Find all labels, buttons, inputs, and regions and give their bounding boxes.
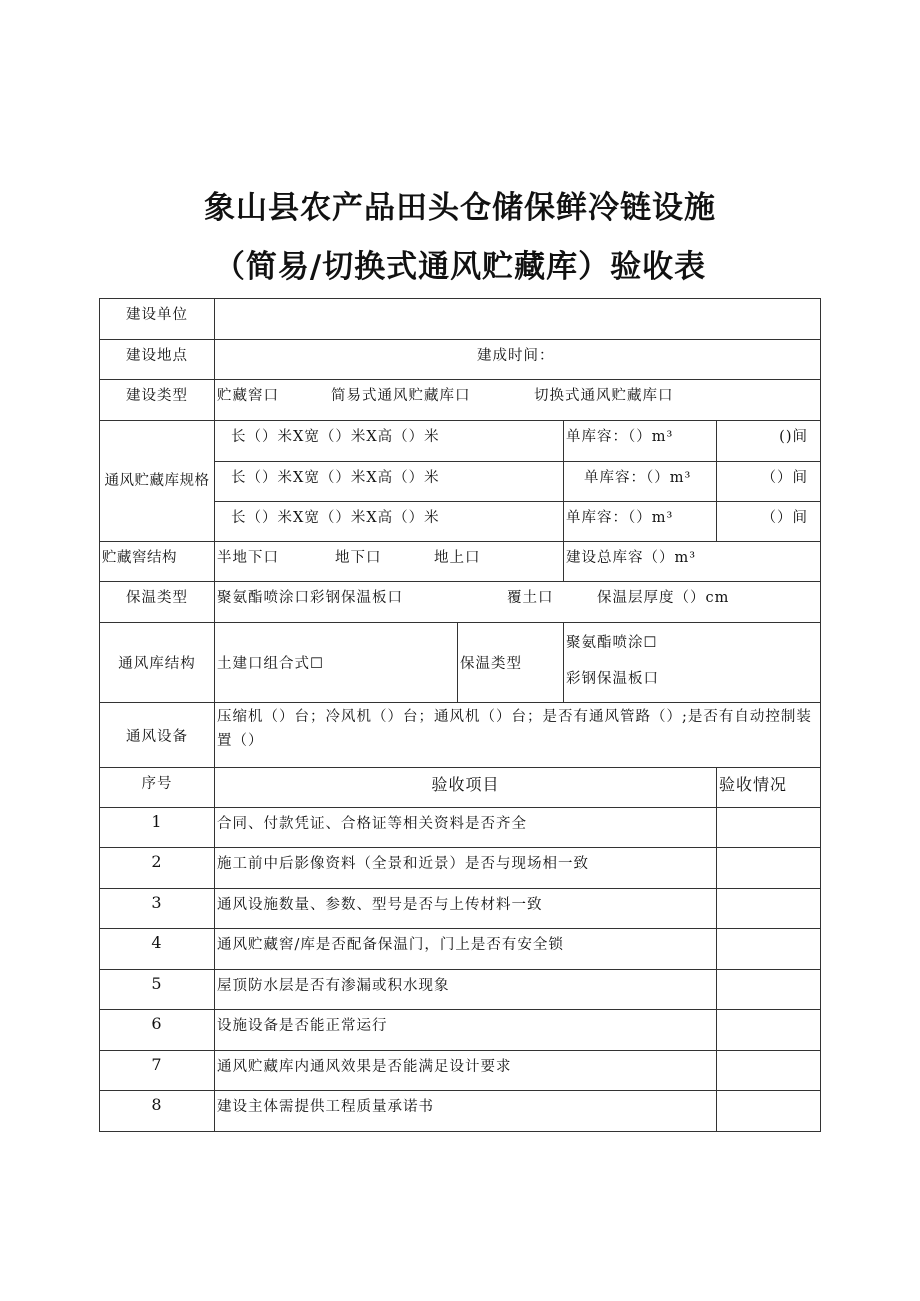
row-construction-type xyxy=(100,380,821,421)
label-vent-insulation: 保温类型 xyxy=(458,623,564,703)
table-row xyxy=(100,1010,821,1051)
item-no: 2 xyxy=(100,848,215,889)
spec-dims-2: 长（）米X宽（）米X高（）米 xyxy=(215,462,564,502)
item-text: 通风设施数量、参数、型号是否与上传材料一致 xyxy=(215,889,717,929)
item-status[interactable] xyxy=(717,929,821,970)
header-item: 验收项目 xyxy=(215,768,717,808)
row-insulation-type xyxy=(100,582,821,623)
option-simple-vent-storage[interactable]: 简易式通风贮藏库口 xyxy=(331,388,471,404)
option-storage-cellar[interactable]: 贮藏窖口 xyxy=(217,388,279,404)
item-status[interactable] xyxy=(717,848,821,889)
header-no: 序号 xyxy=(100,768,215,808)
table-row xyxy=(100,848,821,889)
option-semi-underground[interactable]: 半地下口 xyxy=(217,550,279,566)
table-row xyxy=(100,970,821,1010)
table-row xyxy=(100,1091,821,1132)
spec-dims-3: 长（）米X宽（）米X高（）米 xyxy=(215,502,564,542)
table-row xyxy=(100,808,821,848)
checklist-header xyxy=(100,768,821,808)
item-text: 设施设备是否能正常运行 xyxy=(215,1010,717,1051)
item-status[interactable] xyxy=(717,808,821,848)
label-construction-type: 建设类型 xyxy=(100,380,215,421)
item-text: 通风贮藏窖/库是否配备保温门，门上是否有安全锁 xyxy=(215,929,717,970)
item-status[interactable] xyxy=(717,889,821,929)
item-text: 屋顶防水层是否有渗漏或积水现象 xyxy=(215,970,717,1010)
form-title-line1: 象山县农产品田头仓储保鲜冷链设施 xyxy=(204,190,716,226)
label-cellar-structure: 贮藏窖结构 xyxy=(100,542,215,582)
item-text: 合同、付款凭证、合格证等相关资料是否齐全 xyxy=(215,808,717,848)
spec-capacity-1: 单库容：（）m³ xyxy=(564,421,717,462)
option-earth-cover[interactable]: 覆土口 xyxy=(507,590,554,606)
value-location-and-time[interactable] xyxy=(215,340,821,380)
option-underground[interactable]: 地下口 xyxy=(335,550,382,566)
item-no: 4 xyxy=(100,929,215,970)
item-no: 8 xyxy=(100,1091,215,1132)
construction-type-options xyxy=(215,380,821,421)
item-no: 7 xyxy=(100,1051,215,1091)
cellar-structure-options xyxy=(215,542,564,582)
header-status: 验收情况 xyxy=(717,768,821,808)
option-above-ground[interactable]: 地上口 xyxy=(434,550,481,566)
spec-count-3: （）间 xyxy=(717,502,821,542)
item-status[interactable] xyxy=(717,1010,821,1051)
item-no: 3 xyxy=(100,889,215,929)
value-construction-unit[interactable] xyxy=(215,299,821,340)
acceptance-form-table xyxy=(99,298,821,1132)
option-foam-or-panel[interactable]: 聚氨酯喷涂口彩钢保温板口 xyxy=(217,590,403,606)
option-foam-spray[interactable]: 聚氨酯喷涂☐ xyxy=(566,635,658,651)
row-vent-structure xyxy=(100,623,821,703)
item-text: 通风贮藏库内通风效果是否能满足设计要求 xyxy=(215,1051,717,1091)
form-title-line2: （简易/切换式通风贮藏库）验收表 xyxy=(213,249,707,285)
spec-capacity-3: 单库容：（）m³ xyxy=(564,502,717,542)
item-no: 1 xyxy=(100,808,215,848)
vent-equipment-text: 压缩机（）台；冷风机（）台；通风机（）台；是否有通风管路（）;是否有自动控制装置（） xyxy=(215,703,821,768)
item-status[interactable] xyxy=(717,1051,821,1091)
item-status[interactable] xyxy=(717,1091,821,1132)
label-storage-spec: 通风贮藏库规格 xyxy=(100,421,215,542)
item-no: 5 xyxy=(100,970,215,1010)
insulation-thickness: 保温层厚度（）cm xyxy=(597,590,730,606)
label-vent-equipment: 通风设备 xyxy=(100,703,215,768)
option-switch-vent-storage[interactable]: 切换式通风贮藏库口 xyxy=(534,388,674,404)
insulation-type-options xyxy=(215,582,821,623)
row-construction-unit xyxy=(100,299,821,340)
spec-dims-1: 长（）米X宽（）米X高（）米 xyxy=(215,421,564,462)
item-status[interactable] xyxy=(717,970,821,1010)
row-vent-equipment xyxy=(100,703,821,768)
label-insulation-type: 保温类型 xyxy=(100,582,215,623)
vent-insulation-options xyxy=(564,623,821,703)
table-row xyxy=(100,1051,821,1091)
spec-count-2: （）间 xyxy=(717,462,821,502)
item-text: 施工前中后影像资料（全景和近景）是否与现场相一致 xyxy=(215,848,717,889)
row-construction-location xyxy=(100,340,821,380)
table-row xyxy=(100,889,821,929)
completion-time-label: 建成时间： xyxy=(477,348,555,364)
row-spec-1 xyxy=(100,421,821,462)
spec-capacity-2: 单库容：（）m³ xyxy=(564,462,717,502)
label-construction-unit: 建设单位 xyxy=(100,299,215,340)
row-cellar-structure xyxy=(100,542,821,582)
table-row xyxy=(100,929,821,970)
item-text: 建设主体需提供工程质量承诺书 xyxy=(215,1091,717,1132)
total-capacity: 建设总库容（）m³ xyxy=(564,542,821,582)
option-steel-panel[interactable]: 彩钢保温板口 xyxy=(566,671,659,687)
item-no: 6 xyxy=(100,1010,215,1051)
label-vent-structure: 通风库结构 xyxy=(100,623,215,703)
label-construction-location: 建设地点 xyxy=(100,340,215,380)
vent-structure-options[interactable]: 土建口组合式☐ xyxy=(215,623,458,703)
spec-count-1: ()间 xyxy=(717,421,821,462)
